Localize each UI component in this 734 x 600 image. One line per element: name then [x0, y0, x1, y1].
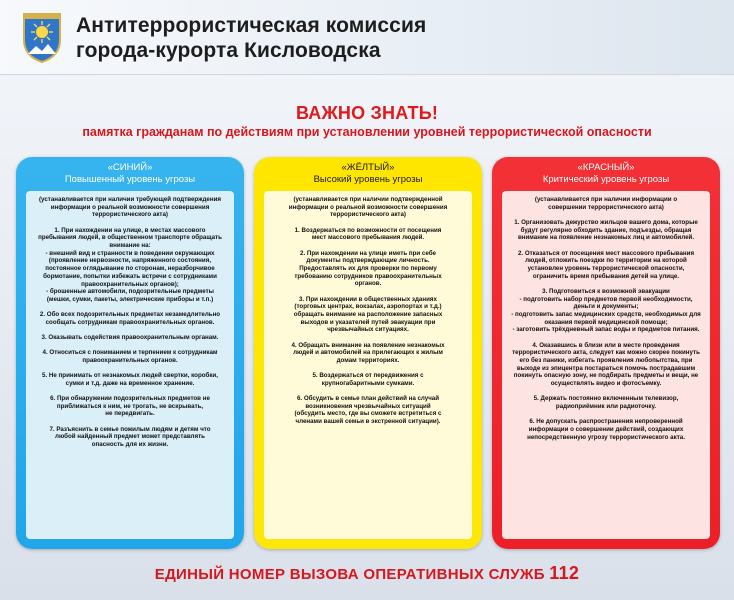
- instruction-item: 6. Обсудить в семье план действий на случай возникновения чрезвычайных ситуаций (обсудить место, где вы сможете встретиться с членами вашей семьи в экстренной ситуации).: [294, 395, 442, 426]
- title-line-1: Антитеррористическая комиссия: [76, 14, 427, 37]
- instruction-item: 4. Относиться с пониманием и терпением к сотрудникам правоохранительных органов.: [42, 349, 218, 364]
- card-note: (устанавливается при наличии требующей подтверждения информации о реальной возможности совершения террористического акта): [39, 196, 221, 219]
- instruction-item: 4. Оказавшись в близи или в месте проведения террористического акта, следует как можно скорее покинуть его без паники, избегать проявления любопытства, при выходе из эпицентра постараться помочь пострадавшим покинуть опасную зону, не подбирать предметы и вещи, не осуществлять видео и фотосъемку.: [512, 341, 700, 388]
- city-emblem-icon: [20, 10, 64, 64]
- card-header: [254, 162, 482, 186]
- emergency-text: ЕДИНЫЙ НОМЕР ВЫЗОВА ОПЕРАТИВНЫХ СЛУЖБ: [154, 566, 545, 583]
- instruction-item: 3. Оказывать содействия правоохранительным органам.: [41, 334, 219, 342]
- emergency-number-banner: [0, 563, 734, 584]
- instruction-item: 1. Воздержаться по возможности от посещения мест массового пребывания людей.: [294, 226, 442, 242]
- level-name: «ЖЁЛТЫЙ»: [341, 162, 395, 173]
- instruction-item: 5. Воздержаться от передвижения с крупногабаритными сумками.: [312, 372, 424, 387]
- level-name: «КРАСНЫЙ»: [577, 162, 635, 173]
- card-header: [492, 162, 720, 186]
- instruction-item: 3. Подготовиться к возможной эвакуации - подготовить набор предметов первой необходимости, деньги и документы; - подготовить запас медицинских средств, необходимых для оказания первой медицинской помощи; - заготовить трёхдневный запас воды и предметов питания.: [511, 287, 701, 334]
- level-description: Высокий уровень угрозы: [313, 174, 423, 185]
- card-body: [502, 191, 710, 539]
- card-body: [264, 191, 472, 539]
- instruction-item: 4. Обращать внимание на появление незнакомых людей и автомобилей на прилегающих к жилым домам территориях.: [291, 341, 445, 364]
- card-yellow-level: [254, 157, 482, 549]
- level-name: «СИНИЙ»: [107, 162, 153, 173]
- instruction-item: 7. Разъяснить в семье пожилым людям и детям что любой найденный предмет может представлять опасность для их жизни.: [49, 425, 211, 449]
- card-header: [16, 162, 244, 186]
- card-note: (устанавливается при наличии подтвержденной информации о реальной возможности совершения террористического акта): [288, 196, 448, 219]
- instruction-item: 2. При нахождении на улице иметь при себе документы подтверждающие личность. Предоставлять их для проверки по первому требованию сотрудников правоохранительных органов.: [294, 249, 442, 288]
- title-line-2: города-курорта Кисловодска: [76, 39, 381, 62]
- card-note: (устанавливается при наличии информации о совершении террористического акта): [534, 196, 678, 211]
- level-description: Повышенный уровень угрозы: [64, 174, 196, 185]
- emergency-number: 112: [549, 563, 580, 583]
- page-title: [76, 13, 426, 63]
- instruction-item: 3. При нахождении в общественных зданиях (торговых центрах, вокзалах, аэропортах и т.д.) обращать внимание на расположение запасных выходов и указателей путей эвакуации при чрезвычайных ситуациях.: [293, 295, 443, 334]
- instruction-item: 6. Не допускать распространения непроверенной информации о совершении действий, создающих непосредственную угрозу террористического акта.: [527, 418, 685, 441]
- headline: ВАЖНО ЗНАТЬ!: [295, 103, 439, 123]
- card-blue-level: [16, 157, 244, 549]
- subheadline: памятка гражданам по действиям при установлении уровней террористической опасности: [82, 125, 652, 139]
- instruction-item: 6. При обнаружении подозрительных предметов не приближаться к ним, не трогать, не вскрывать, не передвигать.: [50, 395, 210, 418]
- instruction-item: 2. Обо всех подозрительных предметах незамедлительно сообщать сотрудникам правоохранительных органов.: [39, 311, 221, 326]
- level-description: Критический уровень угрозы: [542, 174, 670, 185]
- instruction-item: 1. При нахождении на улице, в местах массового пребывания людей, в общественном транспорте обращать внимание на: - внешний вид и странности в поведении окружающих (проявление нервозности, напряженного состояния, постоянное оглядывание по сторонам, неразборчивое бормотание, попытки избежать встречи с сотрудниками правоохранительных органов); - брошенные автомобили, подозрительные предметы (мешки, сумки, пакеты, электрические приборы и т.п.): [38, 226, 222, 303]
- instruction-item: 5. Не принимать от незнакомых людей свертки, коробки, сумки и т.д. даже на временное хранение.: [42, 372, 218, 387]
- instruction-item: 5. Держать постоянно включенным телевизор, радиоприёмник или радиоточку.: [533, 395, 679, 410]
- card-red-level: [492, 157, 720, 549]
- instruction-item: 1. Организовать дежурство жильцов вашего дома, которые будут регулярно обходить здание, подъезды, обращая внимание на появление незнакомых лиц и автомобилей.: [514, 218, 698, 242]
- header-bar: [0, 0, 734, 75]
- instruction-item: 2. Отказаться от посещения мест массового пребывания людей, отложить поездки по территории на которой установлен уровень террористической опасности, ограничить время пребывания детей на улице.: [517, 249, 695, 280]
- card-body: [26, 191, 234, 539]
